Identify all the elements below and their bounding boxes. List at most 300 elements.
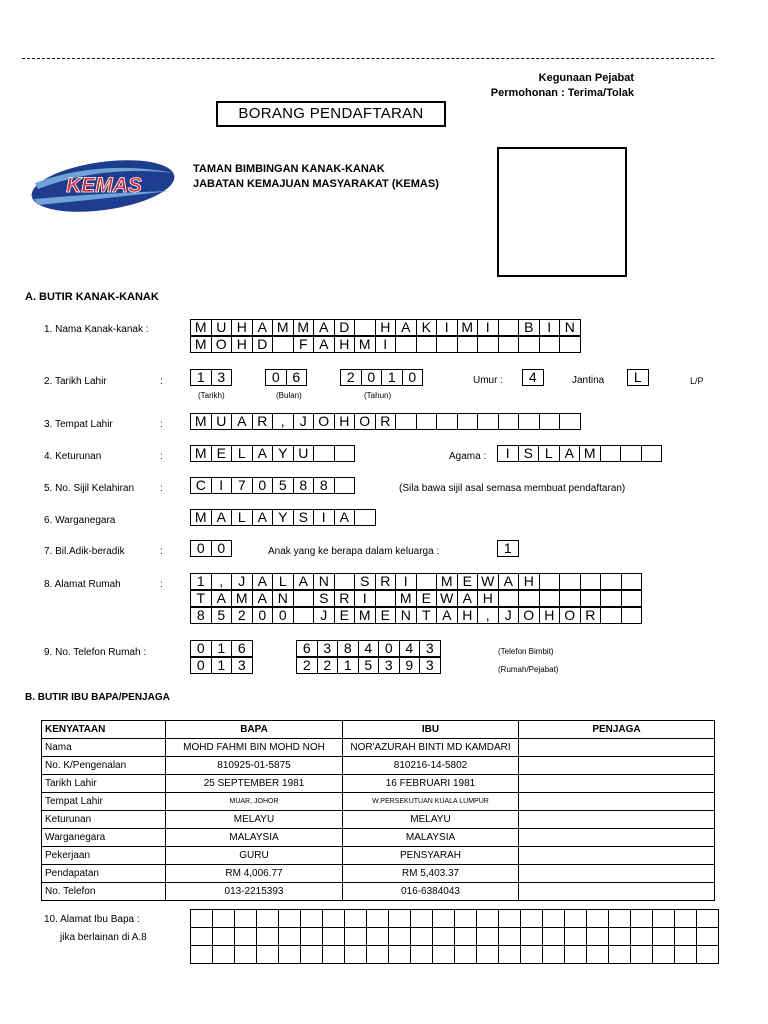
char-box[interactable]: L [538, 445, 560, 462]
char-box[interactable]: J [293, 413, 315, 430]
char-box[interactable]: 3 [419, 640, 441, 657]
char-box[interactable] [518, 336, 540, 353]
char-box[interactable] [388, 927, 411, 946]
char-box[interactable]: 5 [211, 607, 233, 624]
char-box[interactable] [542, 945, 565, 964]
char-box[interactable]: 0 [361, 369, 383, 386]
char-box[interactable]: W [477, 573, 499, 590]
char-box[interactable]: U [293, 445, 315, 462]
char-box[interactable] [520, 945, 543, 964]
char-box[interactable] [580, 573, 602, 590]
char-box[interactable]: I [539, 319, 561, 336]
char-box[interactable]: 5 [358, 657, 380, 674]
char-box[interactable]: M [354, 336, 376, 353]
table-cell[interactable] [519, 829, 715, 847]
table-cell[interactable]: MUAR, JOHOR [166, 793, 343, 811]
char-box[interactable] [652, 927, 675, 946]
char-box[interactable]: M [293, 319, 315, 336]
char-box[interactable] [621, 590, 643, 607]
char-box[interactable]: N [313, 573, 335, 590]
char-box[interactable] [498, 319, 520, 336]
char-box[interactable] [586, 909, 609, 928]
char-box[interactable]: E [211, 445, 233, 462]
child-position-field[interactable] [497, 541, 519, 557]
table-cell[interactable] [519, 883, 715, 901]
char-box[interactable] [477, 336, 499, 353]
char-box[interactable]: 0 [252, 477, 274, 494]
char-box[interactable] [564, 945, 587, 964]
char-box[interactable] [477, 413, 499, 430]
char-box[interactable] [476, 909, 499, 928]
char-box[interactable]: 0 [378, 640, 400, 657]
char-box[interactable] [212, 909, 235, 928]
char-box[interactable] [498, 927, 521, 946]
char-box[interactable] [542, 909, 565, 928]
char-box[interactable]: M [579, 445, 601, 462]
char-box[interactable]: 1 [497, 540, 519, 557]
char-box[interactable] [564, 909, 587, 928]
char-box[interactable]: 6 [286, 369, 308, 386]
char-box[interactable] [457, 336, 479, 353]
char-box[interactable]: L [231, 509, 253, 526]
char-box[interactable]: 0 [211, 540, 233, 557]
char-box[interactable]: A [395, 319, 417, 336]
char-box[interactable] [322, 945, 345, 964]
char-box[interactable]: M [354, 607, 376, 624]
char-box[interactable] [608, 909, 631, 928]
char-box[interactable]: C [190, 477, 212, 494]
char-box[interactable]: U [211, 413, 233, 430]
table-cell[interactable]: 013-2215393 [166, 883, 343, 901]
char-box[interactable] [539, 590, 561, 607]
table-cell[interactable]: RM 5,403.37 [343, 865, 519, 883]
char-box[interactable] [366, 945, 389, 964]
char-box[interactable] [539, 336, 561, 353]
char-box[interactable] [641, 445, 663, 462]
char-box[interactable]: 3 [378, 657, 400, 674]
age-field[interactable] [522, 370, 544, 386]
char-box[interactable]: O [211, 336, 233, 353]
char-box[interactable]: A [231, 413, 253, 430]
char-box[interactable] [256, 909, 279, 928]
char-box[interactable]: A [293, 573, 315, 590]
table-cell[interactable]: MELAYU [166, 811, 343, 829]
char-box[interactable] [454, 927, 477, 946]
phone1-prefix[interactable] [190, 641, 253, 657]
char-box[interactable] [432, 927, 455, 946]
char-box[interactable]: E [416, 590, 438, 607]
char-box[interactable]: L [231, 445, 253, 462]
char-box[interactable]: 7 [231, 477, 253, 494]
char-box[interactable] [564, 927, 587, 946]
char-box[interactable]: 1 [190, 573, 212, 590]
char-box[interactable]: 8 [293, 477, 315, 494]
char-box[interactable]: 4 [358, 640, 380, 657]
char-box[interactable]: I [211, 477, 233, 494]
char-box[interactable] [600, 607, 622, 624]
char-box[interactable] [542, 927, 565, 946]
char-box[interactable]: I [313, 509, 335, 526]
char-box[interactable]: 8 [190, 607, 212, 624]
siblings-field[interactable] [190, 541, 232, 557]
char-box[interactable] [600, 445, 622, 462]
char-box[interactable] [586, 927, 609, 946]
char-box[interactable]: 0 [252, 607, 274, 624]
char-box[interactable] [416, 413, 438, 430]
char-box[interactable] [696, 927, 719, 946]
char-box[interactable] [630, 945, 653, 964]
char-box[interactable] [234, 909, 257, 928]
pob-field[interactable] [190, 414, 581, 430]
char-box[interactable] [366, 909, 389, 928]
char-box[interactable]: M [190, 319, 212, 336]
char-box[interactable]: M [190, 445, 212, 462]
char-box[interactable]: 3 [317, 640, 339, 657]
table-cell[interactable]: MELAYU [343, 811, 519, 829]
char-box[interactable] [272, 336, 294, 353]
char-box[interactable] [630, 909, 653, 928]
table-cell[interactable]: 25 SEPTEMBER 1981 [166, 775, 343, 793]
table-cell[interactable] [519, 811, 715, 829]
char-box[interactable] [334, 445, 356, 462]
char-box[interactable] [313, 445, 335, 462]
table-cell[interactable] [519, 847, 715, 865]
char-box[interactable]: A [211, 509, 233, 526]
char-box[interactable]: , [211, 573, 233, 590]
char-box[interactable]: J [313, 607, 335, 624]
char-box[interactable] [278, 909, 301, 928]
char-box[interactable]: F [293, 336, 315, 353]
table-cell[interactable]: PENSYARAH [343, 847, 519, 865]
char-box[interactable] [498, 413, 520, 430]
char-box[interactable]: A [334, 509, 356, 526]
char-box[interactable] [388, 909, 411, 928]
char-box[interactable]: 3 [419, 657, 441, 674]
char-box[interactable]: J [498, 607, 520, 624]
char-box[interactable]: N [395, 607, 417, 624]
char-box[interactable] [293, 590, 315, 607]
table-cell[interactable]: RM 4,006.77 [166, 865, 343, 883]
char-box[interactable] [454, 909, 477, 928]
char-box[interactable]: K [416, 319, 438, 336]
char-box[interactable]: 1 [381, 369, 403, 386]
char-box[interactable]: H [334, 336, 356, 353]
char-box[interactable] [498, 945, 521, 964]
char-box[interactable]: R [252, 413, 274, 430]
char-box[interactable] [190, 909, 213, 928]
char-box[interactable] [410, 945, 433, 964]
table-cell[interactable] [519, 793, 715, 811]
char-box[interactable]: A [498, 573, 520, 590]
char-box[interactable] [354, 509, 376, 526]
address-row2[interactable] [190, 591, 642, 607]
char-box[interactable]: T [416, 607, 438, 624]
char-box[interactable]: Y [272, 509, 294, 526]
char-box[interactable]: S [518, 445, 540, 462]
char-box[interactable] [278, 927, 301, 946]
gender-field[interactable] [627, 370, 649, 386]
char-box[interactable]: 1 [337, 657, 359, 674]
char-box[interactable]: S [293, 509, 315, 526]
address-row3[interactable] [190, 608, 642, 624]
char-box[interactable] [256, 927, 279, 946]
char-box[interactable]: I [477, 319, 499, 336]
char-box[interactable] [696, 909, 719, 928]
char-box[interactable] [278, 945, 301, 964]
char-box[interactable]: 0 [190, 640, 212, 657]
char-box[interactable] [234, 927, 257, 946]
char-box[interactable]: 2 [296, 657, 318, 674]
char-box[interactable] [559, 413, 581, 430]
table-cell[interactable] [519, 865, 715, 883]
char-box[interactable]: E [375, 607, 397, 624]
char-box[interactable] [395, 336, 417, 353]
char-box[interactable] [300, 927, 323, 946]
char-box[interactable] [674, 927, 697, 946]
char-box[interactable] [212, 927, 235, 946]
char-box[interactable]: 8 [337, 640, 359, 657]
char-box[interactable]: N [272, 590, 294, 607]
char-box[interactable]: A [457, 590, 479, 607]
char-box[interactable]: A [559, 445, 581, 462]
char-box[interactable] [322, 927, 345, 946]
char-box[interactable]: M [190, 336, 212, 353]
char-box[interactable]: I [395, 573, 417, 590]
address-row1[interactable] [190, 574, 642, 590]
char-box[interactable]: M [395, 590, 417, 607]
char-box[interactable]: 4 [399, 640, 421, 657]
char-box[interactable]: A [252, 573, 274, 590]
char-box[interactable] [300, 945, 323, 964]
char-box[interactable] [476, 945, 499, 964]
char-box[interactable] [344, 909, 367, 928]
char-box[interactable]: H [477, 590, 499, 607]
table-cell[interactable] [519, 739, 715, 757]
child-name-row1[interactable] [190, 320, 581, 336]
char-box[interactable]: E [334, 607, 356, 624]
char-box[interactable]: R [334, 590, 356, 607]
char-box[interactable]: 2 [317, 657, 339, 674]
char-box[interactable]: R [375, 573, 397, 590]
char-box[interactable]: A [313, 319, 335, 336]
char-box[interactable] [436, 413, 458, 430]
char-box[interactable]: 0 [190, 540, 212, 557]
char-box[interactable]: 6 [231, 640, 253, 657]
char-box[interactable] [674, 909, 697, 928]
char-box[interactable] [498, 336, 520, 353]
char-box[interactable]: H [231, 319, 253, 336]
table-cell[interactable]: NOR'AZURAH BINTI MD KAMDARI [343, 739, 519, 757]
char-box[interactable]: 9 [399, 657, 421, 674]
char-box[interactable] [608, 927, 631, 946]
char-box[interactable]: 1 [211, 640, 233, 657]
char-box[interactable] [608, 945, 631, 964]
char-box[interactable] [518, 590, 540, 607]
parent-address-grid[interactable] [190, 909, 718, 963]
char-box[interactable]: W [436, 590, 458, 607]
char-box[interactable]: 1 [211, 657, 233, 674]
char-box[interactable]: I [375, 336, 397, 353]
char-box[interactable]: M [457, 319, 479, 336]
char-box[interactable] [190, 945, 213, 964]
char-box[interactable] [334, 477, 356, 494]
char-box[interactable] [366, 927, 389, 946]
char-box[interactable]: O [559, 607, 581, 624]
char-box[interactable]: A [313, 336, 335, 353]
char-box[interactable]: T [190, 590, 212, 607]
char-box[interactable]: H [334, 413, 356, 430]
char-box[interactable] [559, 590, 581, 607]
char-box[interactable]: , [477, 607, 499, 624]
religion-field[interactable] [497, 446, 662, 462]
char-box[interactable]: 2 [231, 607, 253, 624]
char-box[interactable] [600, 573, 622, 590]
char-box[interactable] [630, 927, 653, 946]
char-box[interactable]: N [559, 319, 581, 336]
char-box[interactable]: H [457, 607, 479, 624]
char-box[interactable] [457, 413, 479, 430]
char-box[interactable] [256, 945, 279, 964]
phone2-number[interactable] [296, 658, 441, 674]
char-box[interactable]: A [252, 319, 274, 336]
char-box[interactable]: 6 [296, 640, 318, 657]
char-box[interactable] [518, 413, 540, 430]
table-cell[interactable]: MALAYSIA [343, 829, 519, 847]
char-box[interactable] [334, 573, 356, 590]
char-box[interactable] [652, 909, 675, 928]
char-box[interactable] [234, 945, 257, 964]
char-box[interactable] [300, 909, 323, 928]
char-box[interactable] [621, 573, 643, 590]
char-box[interactable]: I [354, 590, 376, 607]
char-box[interactable] [293, 607, 315, 624]
table-cell[interactable]: MOHD FAHMI BIN MOHD NOH [166, 739, 343, 757]
char-box[interactable]: D [252, 336, 274, 353]
char-box[interactable] [652, 945, 675, 964]
phone1-number[interactable] [296, 641, 441, 657]
char-box[interactable] [520, 927, 543, 946]
char-box[interactable] [498, 590, 520, 607]
table-cell[interactable]: 16 FEBRUARI 1981 [343, 775, 519, 793]
race-field[interactable] [190, 446, 355, 462]
char-box[interactable]: 1 [190, 369, 212, 386]
char-box[interactable] [436, 336, 458, 353]
char-box[interactable] [454, 945, 477, 964]
citizenship-field[interactable] [190, 510, 376, 526]
char-box[interactable] [621, 607, 643, 624]
char-box[interactable]: M [231, 590, 253, 607]
char-box[interactable] [520, 909, 543, 928]
child-name-row2[interactable] [190, 337, 581, 353]
char-box[interactable]: 0 [265, 369, 287, 386]
char-box[interactable]: J [231, 573, 253, 590]
char-box[interactable]: M [272, 319, 294, 336]
char-box[interactable] [416, 573, 438, 590]
dob-month[interactable] [265, 370, 307, 386]
char-box[interactable]: O [518, 607, 540, 624]
char-box[interactable]: S [354, 573, 376, 590]
char-box[interactable] [498, 909, 521, 928]
char-box[interactable] [559, 336, 581, 353]
char-box[interactable]: R [375, 413, 397, 430]
phone2-prefix[interactable] [190, 658, 253, 674]
char-box[interactable]: A [252, 509, 274, 526]
char-box[interactable]: A [252, 445, 274, 462]
char-box[interactable] [375, 590, 397, 607]
char-box[interactable] [410, 927, 433, 946]
char-box[interactable]: D [334, 319, 356, 336]
table-cell[interactable]: W.PERSEKUTUAN KUALA LUMPUR [343, 793, 519, 811]
char-box[interactable] [410, 909, 433, 928]
char-box[interactable]: A [436, 607, 458, 624]
char-box[interactable] [559, 573, 581, 590]
char-box[interactable]: H [539, 607, 561, 624]
char-box[interactable]: A [252, 590, 274, 607]
char-box[interactable] [476, 927, 499, 946]
table-cell[interactable]: MALAYSIA [166, 829, 343, 847]
char-box[interactable]: I [497, 445, 519, 462]
char-box[interactable] [395, 413, 417, 430]
char-box[interactable] [620, 445, 642, 462]
char-box[interactable] [416, 336, 438, 353]
char-box[interactable] [539, 573, 561, 590]
char-box[interactable] [344, 927, 367, 946]
dob-year[interactable] [340, 370, 423, 386]
char-box[interactable]: B [518, 319, 540, 336]
dob-day[interactable] [190, 370, 232, 386]
char-box[interactable]: L [272, 573, 294, 590]
char-box[interactable] [344, 945, 367, 964]
char-box[interactable]: H [518, 573, 540, 590]
char-box[interactable]: H [231, 336, 253, 353]
char-box[interactable]: M [190, 509, 212, 526]
char-box[interactable]: M [190, 413, 212, 430]
char-box[interactable]: 3 [231, 657, 253, 674]
char-box[interactable]: R [580, 607, 602, 624]
char-box[interactable] [696, 945, 719, 964]
table-cell[interactable] [519, 757, 715, 775]
char-box[interactable]: O [313, 413, 335, 430]
char-box[interactable]: M [436, 573, 458, 590]
char-box[interactable] [600, 590, 622, 607]
table-cell[interactable]: 810925-01-5875 [166, 757, 343, 775]
char-box[interactable]: L [627, 369, 649, 386]
char-box[interactable]: 8 [313, 477, 335, 494]
char-box[interactable]: A [211, 590, 233, 607]
table-cell[interactable] [519, 775, 715, 793]
char-box[interactable] [354, 319, 376, 336]
char-box[interactable] [432, 909, 455, 928]
char-box[interactable]: E [457, 573, 479, 590]
char-box[interactable] [432, 945, 455, 964]
char-box[interactable] [539, 413, 561, 430]
char-box[interactable]: , [272, 413, 294, 430]
table-cell[interactable]: 810216-14-5802 [343, 757, 519, 775]
char-box[interactable]: 3 [211, 369, 233, 386]
char-box[interactable] [388, 945, 411, 964]
char-box[interactable]: 5 [272, 477, 294, 494]
char-box[interactable] [212, 945, 235, 964]
table-cell[interactable]: 016-6384043 [343, 883, 519, 901]
char-box[interactable] [586, 945, 609, 964]
char-box[interactable] [190, 927, 213, 946]
table-cell[interactable]: GURU [166, 847, 343, 865]
char-box[interactable]: 4 [522, 369, 544, 386]
char-box[interactable]: 0 [190, 657, 212, 674]
char-box[interactable] [322, 909, 345, 928]
char-box[interactable]: 0 [402, 369, 424, 386]
char-box[interactable] [674, 945, 697, 964]
